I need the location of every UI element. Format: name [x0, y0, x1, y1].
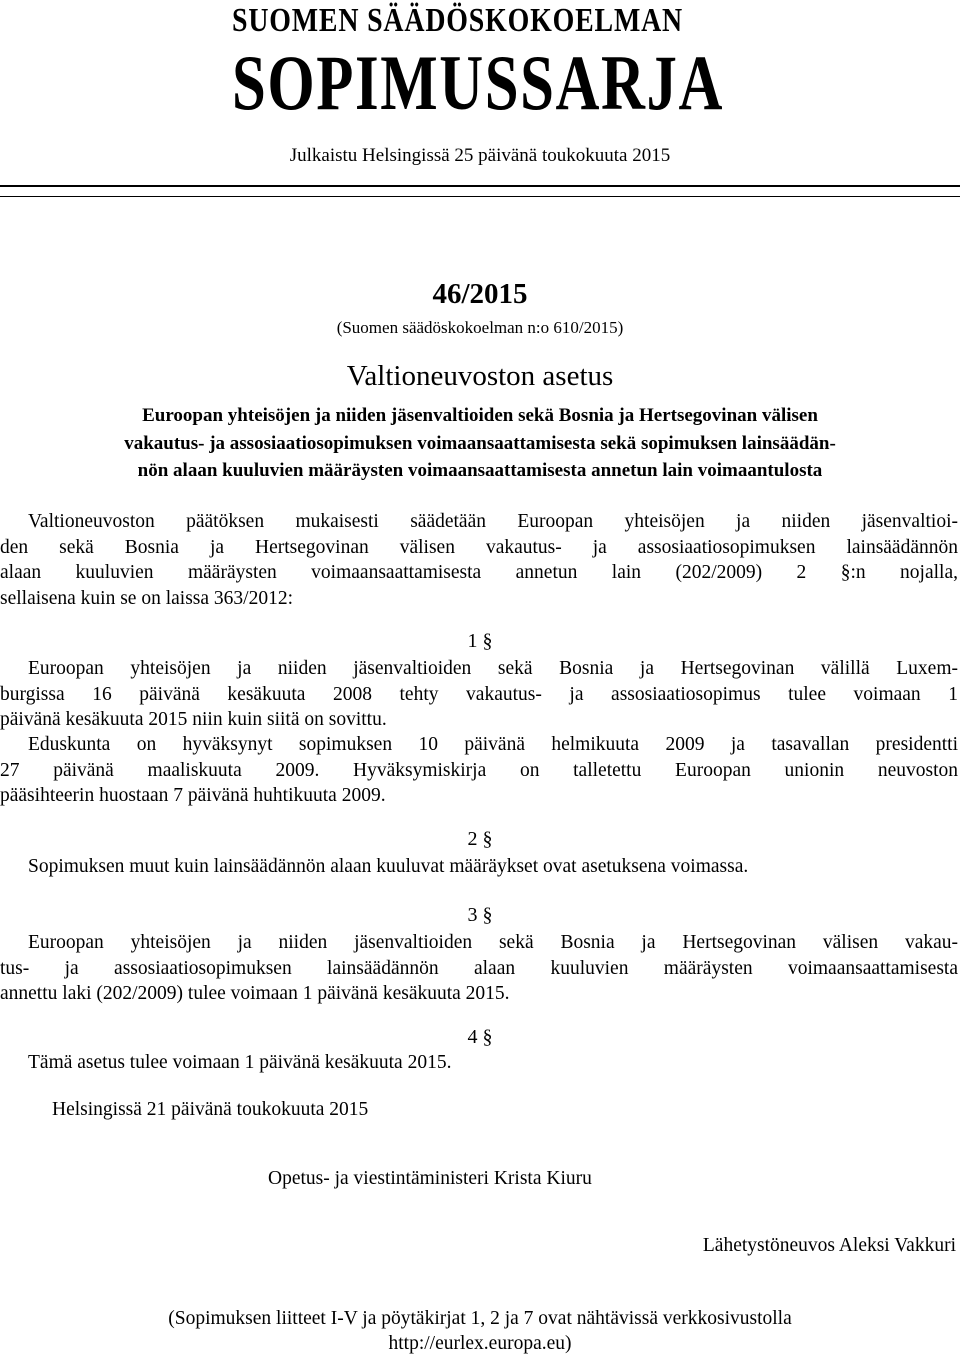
paragraph-line: annettu laki (202/2009) tulee voimaan 1 päivänä kesäkuuta 2015.: [0, 983, 510, 1004]
header-rule-thin: [0, 196, 960, 197]
paragraph-line: 27 päivänä maaliskuuta 2009. Hyväksymiskirja on talletettu Euroopan unionin neuvoston: [0, 759, 958, 781]
publication-date: Julkaistu Helsingissä 25 päivänä toukokuuta 2015: [289, 145, 671, 166]
preamble: [0, 509, 958, 611]
paragraph-line: pääsihteerin huostaan 7 päivänä huhtikuuta 2009.: [0, 785, 386, 806]
section-2-paragraph-1: [0, 854, 958, 880]
signatory-counsellor: Lähetystöneuvos Aleksi Vakkuri: [702, 1235, 956, 1256]
paragraph-line: burgissa 16 päivänä kesäkuuta 2008 tehty vakautus- ja assosiaatiosopimus tulee voimaan 1: [0, 683, 958, 705]
footnote-line-1: (Sopimuksen liitteet I-V ja pöytäkirjat 1, 2 ja 7 ovat nähtävissä verkkosivustolla: [168, 1308, 792, 1329]
paragraph-line: päivänä kesäkuuta 2015 niin kuin siitä on sovittu.: [0, 709, 387, 730]
document-type: Valtioneuvoston asetus: [346, 360, 614, 392]
preamble-line: alaan kuuluvien määräysten voimaansaattamisesta annetun lain (202/2009) 2 §:n nojalla,: [0, 562, 958, 583]
subject-line: nön alaan kuuluvien määräysten voimaansaattamisesta annetun lain voimaantulosta: [137, 460, 823, 481]
statute-reference: (Suomen säädöskokoelman n:o 610/2015): [336, 318, 624, 337]
document-subject: [0, 402, 960, 485]
paragraph-line: Sopimuksen muut kuin lainsäädännön alaan kuuluvat määräykset ovat asetuksena voimassa.: [28, 856, 749, 877]
section-1-paragraph-2: [0, 732, 958, 809]
paragraph-line: Euroopan yhteisöjen ja niiden jäsenvaltioiden sekä Bosnia ja Hertsegovinan välisen vakau-: [28, 932, 958, 953]
footnote-link[interactable]: http://eurlex.europa.eu): [388, 1333, 572, 1354]
section-4-paragraph-1: [0, 1050, 958, 1076]
section-1-heading: 1 §: [467, 630, 493, 652]
paragraph-line: Euroopan yhteisöjen ja niiden jäsenvaltioiden sekä Bosnia ja Hertsegovinan välillä Luxem-: [28, 658, 958, 679]
preamble-line: Valtioneuvoston päätöksen mukaisesti säädetään Euroopan yhteisöjen ja niiden jäsenvaltioi-: [28, 511, 958, 532]
series-label: SUOMEN SÄÄDÖSKOKOELMAN: [232, 2, 683, 39]
paragraph-line: Eduskunta on hyväksynyt sopimuksen 10 päivänä helmikuuta 2009 ja tasavallan presidentti: [28, 734, 958, 755]
section-3-paragraph-1: [0, 930, 958, 1007]
series-title: SOPIMUSSARJA: [232, 39, 724, 126]
signatory-minister: Opetus- ja viestintäministeri Krista Kiuru: [268, 1168, 592, 1189]
section-4-heading: 4 §: [467, 1026, 493, 1048]
signing-place-date: Helsingissä 21 päivänä toukokuuta 2015: [52, 1099, 369, 1120]
header-rule-thick: [0, 185, 960, 187]
subject-line: Euroopan yhteisöjen ja niiden jäsenvaltioiden sekä Bosnia ja Hertsegovinan välisen: [142, 405, 818, 426]
document-number: 46/2015: [432, 278, 528, 310]
paragraph-line: tus- ja assosiaatiosopimuksen lainsäädännön alaan kuuluvien määräysten voimaansaattamisesta: [0, 957, 958, 979]
section-3-heading: 3 §: [467, 904, 493, 926]
subject-line: vakautus- ja assosiaatiosopimuksen voimaansaattamisesta sekä sopimuksen lainsäädän-: [124, 432, 836, 454]
preamble-line: den sekä Bosnia ja Hertsegovinan välisen vakautus- ja assosiaatiosopimuksen lainsäädännön: [0, 536, 958, 558]
section-2-heading: 2 §: [467, 828, 493, 850]
paragraph-line: Tämä asetus tulee voimaan 1 päivänä kesäkuuta 2015.: [28, 1052, 452, 1073]
preamble-line: sellaisena kuin se on laissa 363/2012:: [0, 587, 293, 609]
section-1-paragraph-1: [0, 656, 958, 733]
